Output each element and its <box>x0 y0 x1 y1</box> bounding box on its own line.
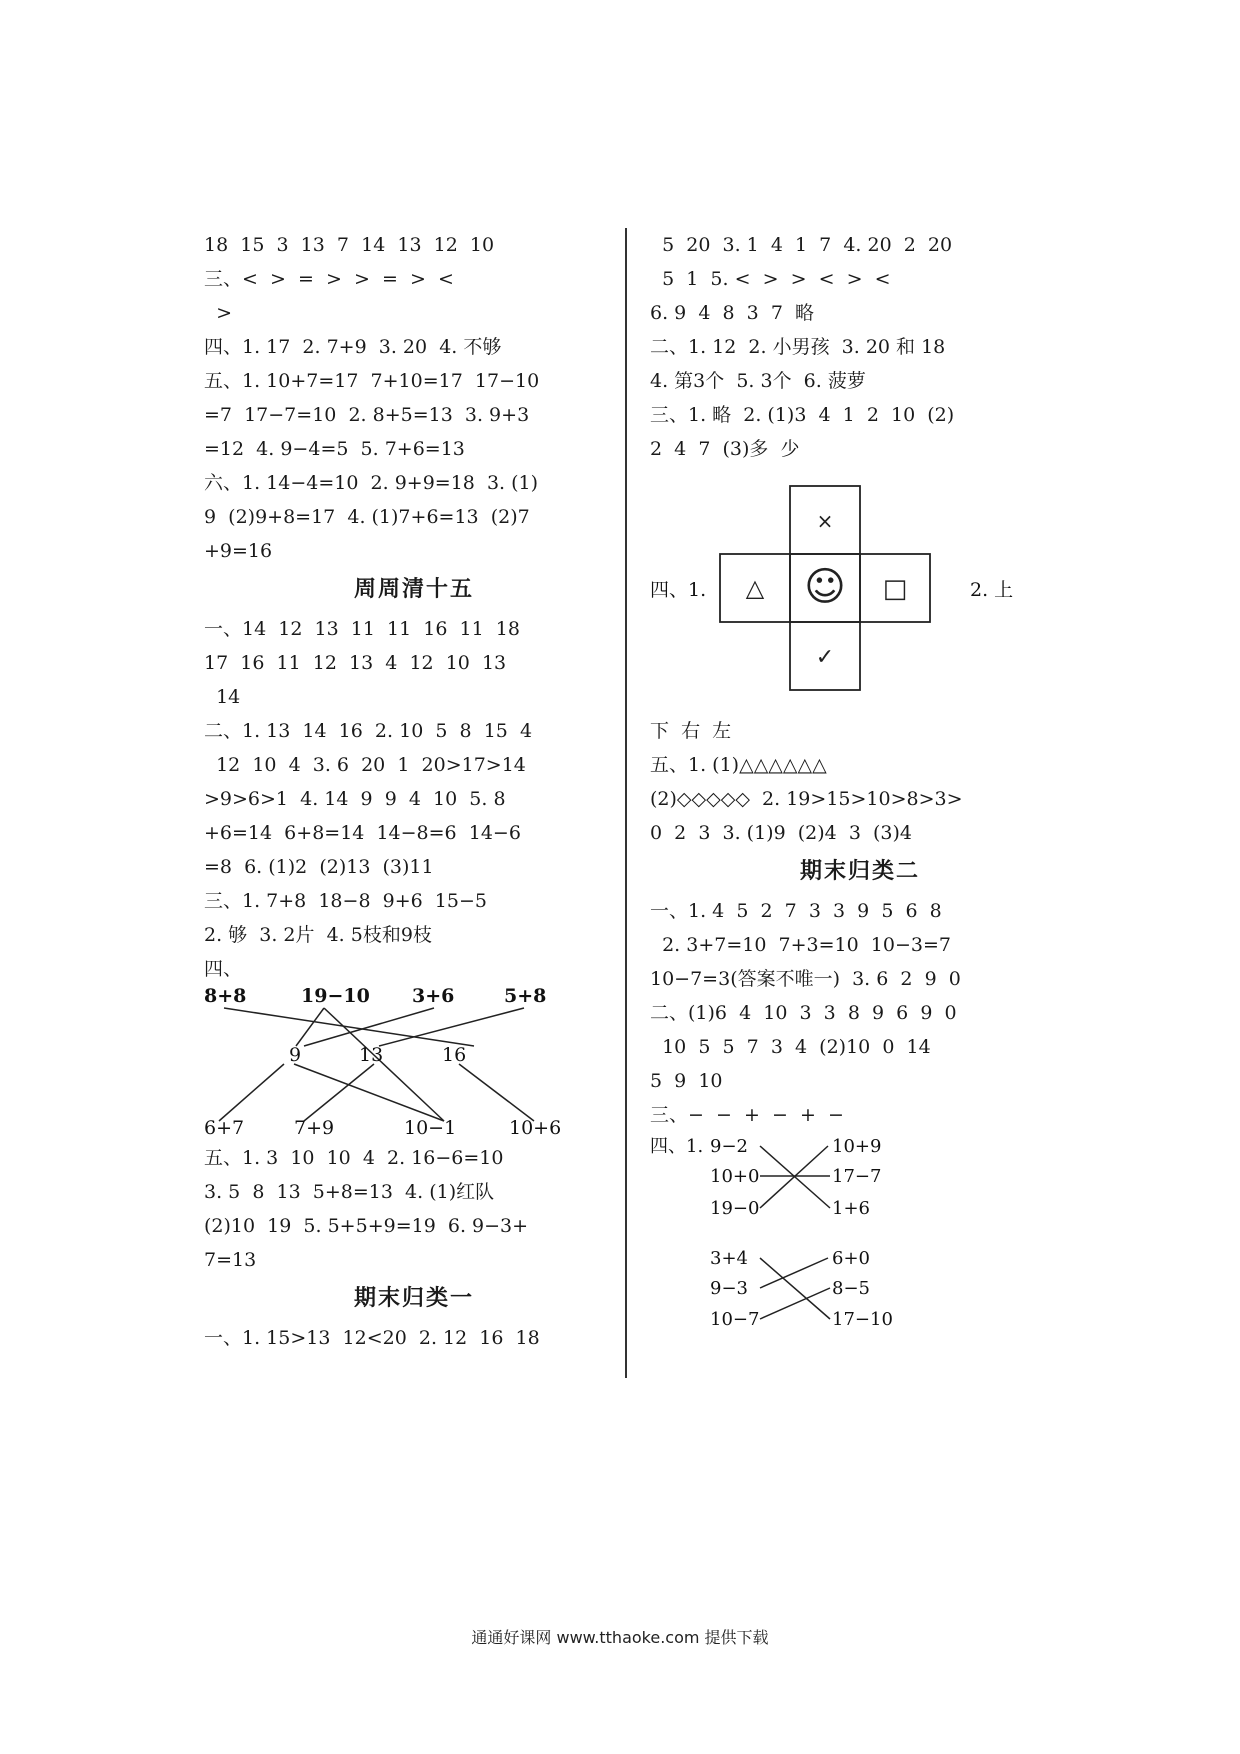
match-top-1: 8+8 <box>204 986 247 1007</box>
text-line: 四、 <box>204 958 243 980</box>
text-line: 3. 5 8 13 5+8=13 4. (1)红队 <box>204 1181 495 1203</box>
text-line: (2)10 19 5. 5+5+9=19 6. 9−3+ <box>204 1215 529 1237</box>
smiley-face-icon: ☺ <box>804 564 846 610</box>
text-line: 五、1. 3 10 10 4 2. 16−6=10 <box>204 1147 504 1169</box>
match-top-3: 3+6 <box>412 986 455 1007</box>
section-heading: 期末归类一 <box>353 1286 474 1311</box>
text-line: 2. 3+7=10 7+3=10 10−3=7 <box>650 934 951 956</box>
section-heading: 周周清十五 <box>353 577 474 602</box>
matching-diagram-2 <box>650 1132 1070 1342</box>
right-lines-c <box>650 894 1070 1132</box>
match2-left-4: 3+4 <box>710 1248 748 1269</box>
text-line: 三、< > = > > = > < <box>204 268 454 290</box>
text-line: 17 16 11 12 13 4 12 10 13 <box>204 652 507 674</box>
net-answer: 2. 上 <box>970 579 1014 601</box>
text-line: 9 (2)9+8=17 4. (1)7+6=13 (2)7 <box>204 506 530 528</box>
text-line: 5 20 3. 1 4 1 7 4. 20 2 20 <box>650 234 953 256</box>
text-line: 7=13 <box>204 1249 257 1271</box>
text-line: 三、1. 7+8 18−8 9+6 15−5 <box>204 890 487 912</box>
text-line: 一、1. 4 5 2 7 3 3 9 5 6 8 <box>650 900 942 922</box>
left-column <box>204 228 624 1355</box>
match2-left-3: 19−0 <box>710 1198 760 1219</box>
match-mid-1: 9 <box>289 1044 302 1066</box>
triangle-icon: △ <box>745 574 765 602</box>
section-heading: 期末归类二 <box>799 859 920 884</box>
text-line: >9>6>1 4. 14 9 9 4 10 5. 8 <box>204 788 506 810</box>
match-mid-2: 13 <box>359 1044 384 1066</box>
right-lines-b <box>650 714 1070 850</box>
text-line: 二、1. 12 2. 小男孩 3. 20 和 18 <box>650 336 946 358</box>
footer-credit: 通通好课网 www.tthaoke.com 提供下载 <box>471 1628 769 1647</box>
cross-mark-icon: × <box>816 509 834 533</box>
match-bottom-2: 7+9 <box>294 1117 335 1136</box>
cube-net-figure <box>650 466 1070 714</box>
text-line: 6. 9 4 8 3 7 略 <box>650 302 815 324</box>
left-lines-b <box>204 612 624 986</box>
match2-left-1: 9−2 <box>710 1136 748 1157</box>
match-bottom-4: 10+6 <box>509 1117 562 1136</box>
text-line: 一、14 12 13 11 11 16 11 18 <box>204 618 520 640</box>
text-line: 六、1. 14−4=10 2. 9+9=18 3. (1) <box>204 472 539 494</box>
match2-left-2: 10+0 <box>710 1166 760 1187</box>
text-line: =8 6. (1)2 (2)13 (3)11 <box>204 856 434 878</box>
match2-right-1: 10+9 <box>832 1136 882 1157</box>
match2-left-6: 10−7 <box>710 1309 760 1330</box>
text-line: (2)◇◇◇◇◇ 2. 19>15>10>8>3> <box>650 788 963 810</box>
text-line: 五、1. (1)△△△△△△ <box>650 754 827 776</box>
match-bottom-3: 10−1 <box>404 1117 457 1136</box>
match2-label: 四、1. <box>650 1136 704 1157</box>
match-top-2: 19−10 <box>301 986 370 1007</box>
text-line: 0 2 3 3. (1)9 (2)4 3 (3)4 <box>650 822 913 844</box>
text-line: 三、− − + − + − <box>650 1104 844 1126</box>
match2-right-5: 8−5 <box>832 1278 870 1299</box>
text-line: 12 10 4 3. 6 20 1 20>17>14 <box>204 754 526 776</box>
net-label: 四、1. <box>650 579 707 601</box>
text-line: 10 5 5 7 3 4 (2)10 0 14 <box>650 1036 931 1058</box>
match-top-4: 5+8 <box>504 986 547 1007</box>
text-line: > <box>204 302 232 324</box>
text-line: 二、1. 13 14 16 2. 10 5 8 15 4 <box>204 720 533 742</box>
right-column <box>650 228 1070 1347</box>
text-line: 五、1. 10+7=17 7+10=17 17−10 <box>204 370 540 392</box>
check-mark-icon: ✓ <box>815 645 835 670</box>
text-line: 18 15 3 13 7 14 13 12 10 <box>204 234 495 256</box>
text-line: 三、1. 略 2. (1)3 4 1 2 10 (2) <box>650 404 955 426</box>
square-icon: □ <box>882 574 908 604</box>
match2-left-5: 9−3 <box>710 1278 748 1299</box>
text-line: 2 4 7 (3)多 少 <box>650 438 800 460</box>
text-line: +6=14 6+8=14 14−8=6 14−6 <box>204 822 521 844</box>
text-line: +9=16 <box>204 540 273 562</box>
text-line: 10−7=3(答案不唯一) 3. 6 2 9 0 <box>650 968 961 990</box>
right-lines-a <box>650 228 1070 466</box>
match2-right-6: 17−10 <box>832 1309 893 1330</box>
text-line: 5 9 10 <box>650 1070 723 1092</box>
left-lines-d <box>204 1321 624 1355</box>
match2-right-2: 17−7 <box>832 1166 882 1187</box>
text-line: =12 4. 9−4=5 5. 7+6=13 <box>204 438 465 460</box>
left-lines-c <box>204 1141 624 1277</box>
text-line: 四、1. 17 2. 7+9 3. 20 4. 不够 <box>204 336 502 358</box>
text-line: 2. 够 3. 2片 4. 5枝和9枝 <box>204 924 432 946</box>
text-line: 14 <box>204 686 241 708</box>
left-lines-a <box>204 228 624 568</box>
text-line: 4. 第3个 5. 3个 6. 菠萝 <box>650 370 866 392</box>
match-mid-3: 16 <box>442 1044 467 1066</box>
column-divider <box>625 228 627 1378</box>
text-line: 5 1 5. < > > < > < <box>650 268 891 290</box>
text-line: 二、(1)6 4 10 3 3 8 9 6 9 0 <box>650 1002 957 1024</box>
match2-right-3: 1+6 <box>832 1198 870 1219</box>
match2-right-4: 6+0 <box>832 1248 870 1269</box>
match-bottom-1: 6+7 <box>204 1117 245 1136</box>
text-line: =7 17−7=10 2. 8+5=13 3. 9+3 <box>204 404 530 426</box>
matching-diagram <box>204 986 604 1136</box>
text-line: 一、1. 15>13 12<20 2. 12 16 18 <box>204 1327 540 1349</box>
text-line: 下 右 左 <box>650 720 732 742</box>
